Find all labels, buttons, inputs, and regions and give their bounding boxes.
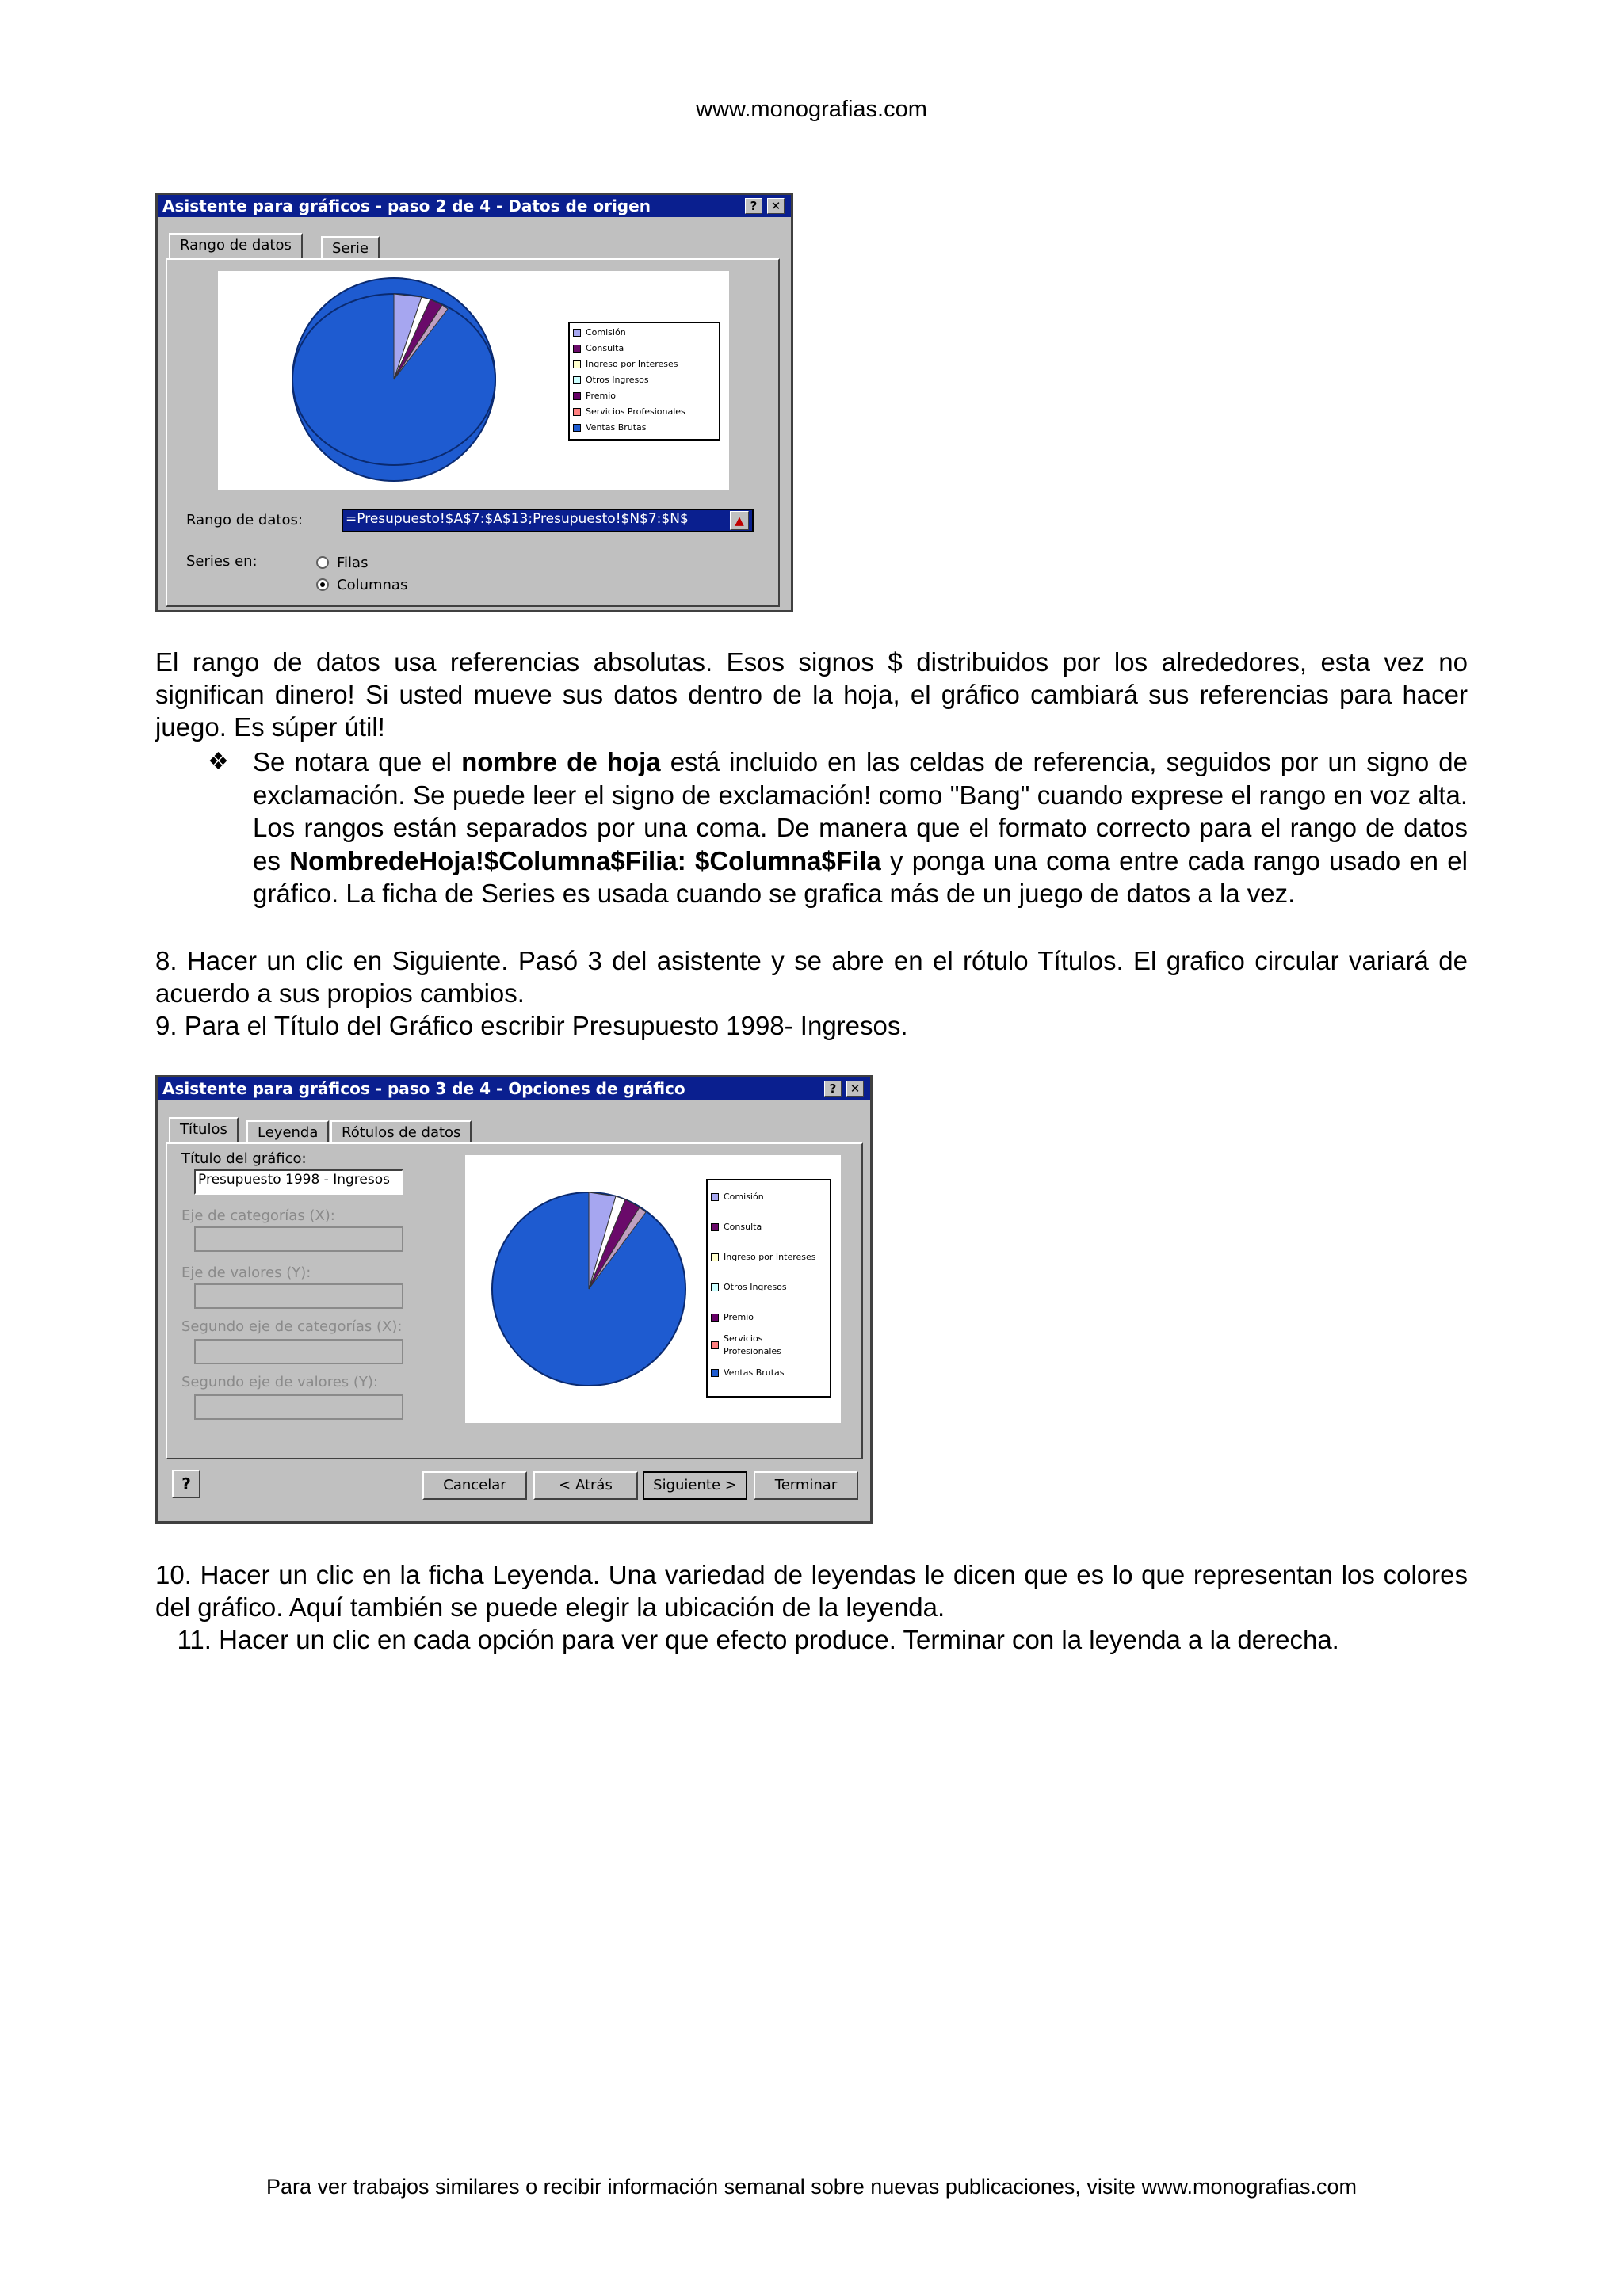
page-footer: Para ver trabajos similares o recibir información semanal sobre nuevas publicaciones, visite www.monografias.com: [265, 2175, 1358, 2199]
bullet-text-2: está incluido en las celdas de referencia, seguidos por un signo de exclamación. Se puede leer el signo de exclamación! como "Bang" cuando exprese el rango en voz alta. Los rangos están separados por una coma. De manera que el formato correcto para el rango de datos es: [253, 747, 1468, 875]
tab-rango-de-datos[interactable]: Rango de datos: [169, 233, 303, 258]
cancel-button[interactable]: Cancelar: [422, 1471, 527, 1500]
dialog-title: Asistente para gráficos - paso 3 de 4 - Opciones de gráfico: [162, 1079, 685, 1098]
help-title-button[interactable]: ?: [824, 1081, 842, 1097]
radio-columnas[interactable]: [316, 578, 329, 591]
step-11: 11. Hacer un clic en cada opción para ver que efecto produce. Terminar con la leyenda a la derecha.: [155, 1625, 1339, 1654]
tab-leyenda[interactable]: Leyenda: [246, 1120, 329, 1144]
bullet-bold-1: nombre de hoja: [461, 747, 661, 776]
help-title-button[interactable]: ?: [745, 198, 762, 214]
x-axis-label: Eje de categorías (X):: [181, 1207, 335, 1224]
bullet-sheet-name-paragraph: [253, 746, 1468, 910]
bullet-diamond-icon: ❖: [208, 749, 229, 775]
secondary-y-axis-label: Segundo eje de valores (Y):: [181, 1374, 378, 1390]
chart-legend: [568, 322, 720, 441]
step-8: 8. Hacer un clic en Siguiente. Pasó 3 del asistente y se abre en el rótulo Títulos. El grafico circular variará de acuerdo a sus propios cambios.: [155, 946, 1468, 1008]
legend-item: Ventas Brutas: [711, 1358, 827, 1388]
chart-wizard-step2-dialog: [155, 193, 793, 612]
close-icon[interactable]: ✕: [767, 198, 785, 214]
back-button[interactable]: < Atrás: [533, 1471, 638, 1500]
secondary-x-axis-field: [194, 1339, 403, 1364]
step-9: 9. Para el Título del Gráfico escribir Presupuesto 1998- Ingresos.: [155, 1011, 908, 1040]
tab-rotulos-de-datos[interactable]: Rótulos de datos: [330, 1120, 472, 1144]
legend-item: Otros Ingresos: [573, 372, 716, 388]
legend-item: Servicios Profesionales: [573, 404, 716, 420]
tab-titulos[interactable]: Títulos: [169, 1117, 239, 1142]
step-10: 10. Hacer un clic en la ficha Leyenda. Una variedad de leyendas le dicen que es lo que representan los colores del gráfico. Aquí también se puede elegir la ubicación de la leyenda.: [155, 1560, 1468, 1622]
legend-item: Comisión: [711, 1182, 827, 1212]
chart-legend: [706, 1179, 831, 1398]
bullet-bold-2: NombredeHoja!$Columna$Filia: $Columna$Fila: [289, 845, 881, 875]
legend-item: Ventas Brutas: [573, 420, 716, 436]
collapse-dialog-icon[interactable]: ▲: [730, 511, 749, 530]
chart-title-label: Título del gráfico:: [181, 1150, 307, 1167]
paragraph-absolute-references: El rango de datos usa referencias absolutas. Esos signos $ distribuidos por los alrededores, esta vez no significan dinero! Si usted mueve sus datos dentro de la hoja, el gráfico cambiará sus referencias para hacer juego. Es súper útil!: [155, 647, 1468, 742]
finish-button[interactable]: Terminar: [754, 1471, 858, 1500]
chart-title-input[interactable]: Presupuesto 1998 - Ingresos: [194, 1169, 403, 1195]
legend-item: Consulta: [711, 1212, 827, 1242]
help-icon[interactable]: ?: [172, 1470, 200, 1498]
legend-item: Ingreso por Intereses: [711, 1242, 827, 1272]
secondary-x-axis-label: Segundo eje de categorías (X):: [181, 1318, 403, 1335]
page-header: www.monografias.com: [696, 97, 927, 122]
next-button[interactable]: Siguiente >: [643, 1471, 747, 1500]
chart-preview: [218, 271, 729, 490]
radio-filas[interactable]: [316, 556, 329, 569]
dialog-title-bar: [158, 195, 791, 217]
radio-filas-label[interactable]: Filas: [337, 555, 369, 571]
secondary-y-axis-field: [194, 1394, 403, 1420]
series-label: Series en:: [186, 553, 258, 570]
legend-item: Premio: [573, 388, 716, 404]
y-axis-field: [194, 1283, 403, 1309]
bullet-text-1: Se notara que el: [253, 747, 462, 776]
bullet-text-3: y ponga una coma entre cada rango usado en el gráfico. La ficha de Series es usada cuando se grafica más de un juego de datos a la vez.: [253, 845, 1468, 908]
y-axis-label: Eje de valores (Y):: [181, 1264, 311, 1281]
tab-panel: [166, 1142, 863, 1459]
legend-item: Premio: [711, 1302, 827, 1333]
chart-preview: [465, 1155, 841, 1423]
tab-panel: [166, 258, 780, 607]
legend-item: Otros Ingresos: [711, 1272, 827, 1302]
legend-item: Ingreso por Intereses: [573, 357, 716, 372]
tab-serie[interactable]: Serie: [321, 236, 380, 260]
dialog-title-bar: [158, 1077, 870, 1100]
legend-item: Servicios Profesionales: [711, 1333, 827, 1358]
x-axis-field: [194, 1226, 403, 1252]
range-input[interactable]: =Presupuesto!$A$7:$A$13;Presupuesto!$N$7:$N$: [342, 509, 754, 532]
dialog-title: Asistente para gráficos - paso 2 de 4 - Datos de origen: [162, 196, 651, 215]
legend-item: Consulta: [573, 341, 716, 357]
close-icon[interactable]: ✕: [846, 1081, 864, 1097]
chart-wizard-step3-dialog: [155, 1075, 873, 1524]
legend-item: Comisión: [573, 325, 716, 341]
radio-columnas-label[interactable]: Columnas: [337, 577, 408, 593]
range-label: Rango de datos:: [186, 512, 303, 528]
